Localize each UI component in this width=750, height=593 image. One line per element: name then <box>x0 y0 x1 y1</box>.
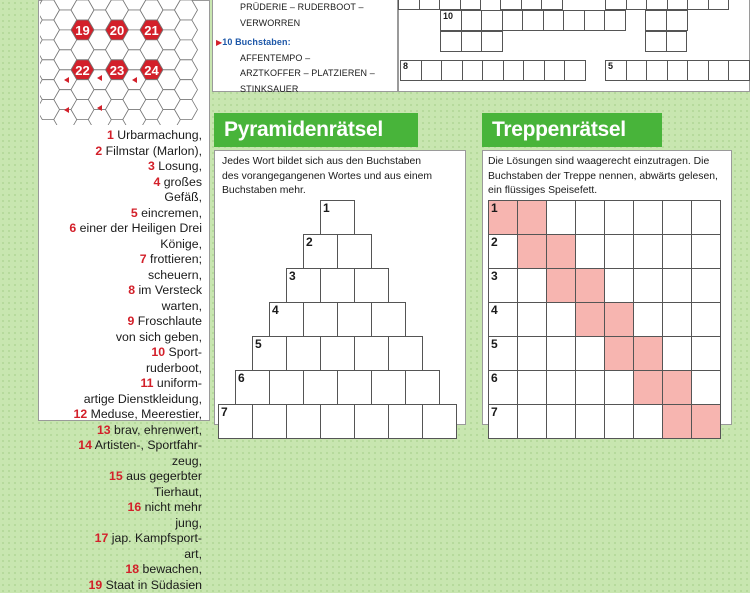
clue-text: bewachen, <box>139 562 202 576</box>
grid-cell[interactable] <box>460 0 482 10</box>
clue-number: 5 <box>131 206 138 220</box>
grid-cell[interactable] <box>646 60 668 81</box>
grid-cell[interactable] <box>541 0 563 10</box>
clue-line <box>42 330 202 346</box>
grid-cell[interactable] <box>666 10 688 31</box>
cell-number: 7 <box>491 405 498 419</box>
clue-line <box>42 578 202 593</box>
hexagon-number: 20 <box>110 23 124 38</box>
clue-line <box>42 268 202 284</box>
clue-text: großes <box>160 175 202 189</box>
clue-text: Meduse, Meerestier, <box>87 407 202 421</box>
pyramid-desc-line-3: Buchstaben mehr. <box>222 184 432 199</box>
clue-text: brav, ehrenwert, <box>111 423 202 437</box>
grid-cell[interactable] <box>303 234 338 269</box>
grid-cell[interactable] <box>354 268 389 303</box>
clue-number: 1 <box>107 128 114 142</box>
grid-cell[interactable] <box>286 404 321 439</box>
grid-cell[interactable] <box>584 10 606 31</box>
clue-line <box>42 237 202 253</box>
clue-text: Artisten-, Sportfahr- <box>92 438 202 452</box>
grid-cell[interactable] <box>662 404 692 439</box>
grid-cell[interactable] <box>662 268 692 303</box>
grid-cell[interactable] <box>604 10 626 31</box>
clue-number: 2 <box>95 144 102 158</box>
pyramid-title: Pyramidenrätsel <box>214 113 418 147</box>
clue-number: 14 <box>78 438 92 452</box>
clue-text: frottieren; <box>147 252 202 266</box>
clue-line <box>42 423 202 439</box>
grid-cell[interactable] <box>517 234 547 269</box>
clue-list <box>42 128 202 593</box>
grid-cell[interactable] <box>286 268 321 303</box>
grid-cell[interactable] <box>482 60 504 81</box>
grid-cell[interactable] <box>633 302 663 337</box>
clue-text: aus gegerbter <box>123 469 202 483</box>
clue-number: 12 <box>73 407 87 421</box>
grid-cell[interactable] <box>500 0 522 10</box>
cell-number: 6 <box>238 371 245 385</box>
clue-text: art, <box>184 547 202 561</box>
cell-number: 1 <box>491 201 498 215</box>
clue-number: 19 <box>89 578 103 592</box>
grid-cell[interactable] <box>320 404 355 439</box>
grid-cell[interactable] <box>687 0 709 10</box>
grid-cell[interactable] <box>303 370 338 405</box>
clue-number: 18 <box>125 562 139 576</box>
grid-cell[interactable] <box>481 31 503 52</box>
cell-number: 4 <box>272 303 279 317</box>
grid-cell[interactable] <box>354 404 389 439</box>
grid-cell[interactable] <box>286 336 321 371</box>
grid-cell[interactable] <box>461 31 483 52</box>
clue-text: artige Dienstkleidung, <box>84 392 202 406</box>
cell-number: 5 <box>255 337 262 351</box>
grid-cell[interactable] <box>645 31 667 52</box>
grid-cell[interactable] <box>421 60 443 81</box>
grid-cell[interactable] <box>691 404 721 439</box>
cell-number: 8 <box>403 61 408 71</box>
grid-cell[interactable] <box>517 302 547 337</box>
grid-cell[interactable] <box>662 370 692 405</box>
grid-cell[interactable] <box>691 336 721 371</box>
clue-text: Urbarmachung, <box>114 128 202 142</box>
clue-number: 11 <box>140 376 153 390</box>
grid-cell[interactable] <box>662 200 692 235</box>
clue-line <box>42 407 202 423</box>
hexagon-number: 24 <box>144 63 159 78</box>
header-num: 10 <box>222 37 232 47</box>
clue-text: jung, <box>175 516 202 530</box>
grid-cell[interactable] <box>488 302 518 337</box>
grid-cell[interactable] <box>546 370 576 405</box>
clue-line <box>42 144 202 160</box>
grid-cell[interactable] <box>575 336 605 371</box>
grid-cell[interactable] <box>337 234 372 269</box>
hexagon-number: 21 <box>144 23 158 38</box>
grid-cell[interactable] <box>546 268 576 303</box>
clue-number: 17 <box>95 531 109 545</box>
pyramid-desc-line-1: Jedes Wort bildet sich aus den Buchstaben <box>222 155 432 170</box>
hexagon-number: 19 <box>75 23 89 38</box>
word-list <box>216 0 375 97</box>
grid-cell[interactable] <box>439 0 461 10</box>
clue-line <box>42 485 202 501</box>
cell-number: 2 <box>306 235 313 249</box>
grid-cell[interactable] <box>422 404 457 439</box>
clue-text: Tierhaut, <box>154 485 202 499</box>
clue-line <box>42 531 202 547</box>
clue-text: ruderboot, <box>146 361 202 375</box>
pyramid-desc-line-2: des vorangegangenen Wortes und aus einem <box>222 170 432 185</box>
grid-cell[interactable] <box>626 0 648 10</box>
clue-line <box>42 283 202 299</box>
clue-line <box>42 500 202 516</box>
grid-cell[interactable] <box>371 370 406 405</box>
grid-cell[interactable] <box>252 336 287 371</box>
clue-line <box>42 454 202 470</box>
grid-cell[interactable] <box>503 60 525 81</box>
grid-cell[interactable] <box>604 302 634 337</box>
grid-cell[interactable] <box>708 60 730 81</box>
grid-cell[interactable] <box>575 234 605 269</box>
clue-number: 13 <box>97 423 111 437</box>
cell-number: 5 <box>491 337 498 351</box>
grid-cell[interactable] <box>691 268 721 303</box>
grid-cell[interactable] <box>708 0 730 10</box>
grid-cell[interactable] <box>269 370 304 405</box>
grid-cell[interactable] <box>400 60 422 81</box>
clue-line <box>42 516 202 532</box>
grid-cell[interactable] <box>521 0 543 10</box>
grid-cell[interactable] <box>646 0 668 10</box>
grid-cell[interactable] <box>522 10 544 31</box>
grid-cell[interactable] <box>405 370 440 405</box>
grid-cell[interactable] <box>604 234 634 269</box>
grid-cell[interactable] <box>488 200 518 235</box>
word-line-4: ARZTKOFFER – PLATZIEREN – <box>216 66 375 82</box>
hex-grid <box>40 0 200 125</box>
grid-cell[interactable] <box>546 404 576 439</box>
grid-cell[interactable] <box>269 302 304 337</box>
clue-text: Staat in Südasien <box>102 578 202 592</box>
grid-cell[interactable] <box>546 234 576 269</box>
clue-line <box>42 206 202 222</box>
grid-cell[interactable] <box>605 60 627 81</box>
cell-number: 1 <box>323 201 330 215</box>
clue-text: zeug, <box>172 454 202 468</box>
stairs-title: Treppenrätsel <box>482 113 662 147</box>
grid-cell[interactable] <box>320 336 355 371</box>
grid-cell[interactable] <box>645 10 667 31</box>
grid-cell[interactable] <box>523 60 545 81</box>
clue-line <box>42 361 202 377</box>
word-list-header <box>216 35 375 51</box>
grid-cell[interactable] <box>488 234 518 269</box>
clue-text: Losung, <box>155 159 202 173</box>
stairs-desc-line-3: ein flüssiges Speisefett. <box>488 184 718 199</box>
clue-text: Filmstar (Marlon), <box>102 144 202 158</box>
clue-text: Könige, <box>160 237 202 251</box>
grid-cell[interactable] <box>488 404 518 439</box>
clue-text: eincremen, <box>138 206 202 220</box>
grid-cell[interactable] <box>563 10 585 31</box>
grid-cell[interactable] <box>481 10 503 31</box>
grid-cell[interactable] <box>575 268 605 303</box>
grid-cell[interactable] <box>691 302 721 337</box>
grid-cell[interactable] <box>633 336 663 371</box>
grid-cell[interactable] <box>461 10 483 31</box>
clue-line <box>42 392 202 408</box>
grid-cell[interactable] <box>687 60 709 81</box>
grid-cell[interactable] <box>337 302 372 337</box>
grid-cell[interactable] <box>666 31 688 52</box>
grid-cell[interactable] <box>662 302 692 337</box>
grid-cell[interactable] <box>667 60 689 81</box>
grid-cell[interactable] <box>564 60 586 81</box>
grid-cell[interactable] <box>488 336 518 371</box>
grid-cell[interactable] <box>546 302 576 337</box>
grid-cell[interactable] <box>502 10 524 31</box>
clue-line <box>42 345 202 361</box>
grid-cell[interactable] <box>235 370 270 405</box>
grid-cell[interactable] <box>544 60 566 81</box>
clue-number: 16 <box>127 500 141 514</box>
grid-cell[interactable] <box>517 404 547 439</box>
grid-cell[interactable] <box>388 404 423 439</box>
word-line-3: AFFENTEMPO – <box>216 51 375 67</box>
clue-text: nicht mehr <box>141 500 202 514</box>
grid-cell[interactable] <box>575 200 605 235</box>
grid-cell[interactable] <box>728 60 750 81</box>
clue-text: einer der Heiligen Drei <box>76 221 202 235</box>
clue-line <box>42 221 202 237</box>
grid-cell[interactable] <box>488 370 518 405</box>
clue-number: 7 <box>140 252 147 266</box>
cell-number: 2 <box>491 235 498 249</box>
clue-text: scheuern, <box>148 268 202 282</box>
grid-cell[interactable] <box>398 0 420 10</box>
clue-number: 4 <box>153 175 160 189</box>
clue-line <box>42 299 202 315</box>
clue-text: uniform- <box>153 376 202 390</box>
grid-cell[interactable] <box>633 268 663 303</box>
grid-cell[interactable] <box>575 302 605 337</box>
grid-cell[interactable] <box>604 336 634 371</box>
clue-line <box>42 190 202 206</box>
cell-number: 3 <box>491 269 498 283</box>
word-line-1: PRÜDERIE – RUDERBOOT – <box>216 0 375 16</box>
grid-cell[interactable] <box>303 302 338 337</box>
grid-cell[interactable] <box>604 370 634 405</box>
clue-line <box>42 128 202 144</box>
grid-cell[interactable] <box>626 60 648 81</box>
grid-cell[interactable] <box>633 370 663 405</box>
clue-text: Sport- <box>165 345 202 359</box>
grid-cell[interactable] <box>388 336 423 371</box>
grid-cell[interactable] <box>252 404 287 439</box>
hexagon-number: 22 <box>75 63 89 78</box>
grid-cell[interactable] <box>440 31 462 52</box>
grid-cell[interactable] <box>517 268 547 303</box>
cell-number: 4 <box>491 303 498 317</box>
grid-cell[interactable] <box>546 336 576 371</box>
clue-number: 10 <box>151 345 165 359</box>
clue-line <box>42 438 202 454</box>
cell-number: 5 <box>608 61 613 71</box>
clue-text: Gefäß, <box>164 190 202 204</box>
grid-cell[interactable] <box>218 404 253 439</box>
grid-cell[interactable] <box>662 336 692 371</box>
grid-cell[interactable] <box>354 336 389 371</box>
word-line-5: STINKSAUER <box>216 82 375 98</box>
grid-cell[interactable] <box>604 268 634 303</box>
clue-number: 6 <box>69 221 76 235</box>
grid-cell[interactable] <box>691 234 721 269</box>
clue-number: 15 <box>109 469 123 483</box>
clue-line <box>42 547 202 563</box>
grid-cell[interactable] <box>543 10 565 31</box>
stairs-desc-line-2: Buchstaben der Treppe nennen, abwärts gelesen, <box>488 170 718 185</box>
clue-text: Froschlaute <box>134 314 202 328</box>
stairs-description <box>488 155 718 199</box>
grid-cell[interactable] <box>517 370 547 405</box>
clue-number: 8 <box>128 283 135 297</box>
clue-number: 3 <box>148 159 155 173</box>
grid-cell[interactable] <box>320 200 355 235</box>
grid-cell[interactable] <box>575 370 605 405</box>
grid-cell[interactable] <box>517 336 547 371</box>
grid-cell[interactable] <box>371 302 406 337</box>
grid-cell[interactable] <box>662 234 692 269</box>
cell-number: 7 <box>221 405 228 419</box>
grid-cell[interactable] <box>337 370 372 405</box>
grid-cell[interactable] <box>517 200 547 235</box>
clue-line <box>42 159 202 175</box>
grid-cell[interactable] <box>691 370 721 405</box>
grid-cell[interactable] <box>441 60 463 81</box>
clue-text: im Versteck <box>135 283 202 297</box>
grid-cell[interactable] <box>604 404 634 439</box>
clue-line <box>42 469 202 485</box>
grid-cell[interactable] <box>633 404 663 439</box>
cell-number: 10 <box>443 11 453 21</box>
grid-cell[interactable] <box>667 0 689 10</box>
clue-text: von sich geben, <box>116 330 202 344</box>
clue-line <box>42 562 202 578</box>
grid-cell[interactable] <box>633 200 663 235</box>
grid-cell[interactable] <box>419 0 441 10</box>
grid-cell[interactable] <box>440 10 462 31</box>
word-line-2: VERWORREN <box>216 16 375 32</box>
grid-cell[interactable] <box>575 404 605 439</box>
cell-number: 6 <box>491 371 498 385</box>
grid-cell[interactable] <box>462 60 484 81</box>
grid-cell[interactable] <box>320 268 355 303</box>
hexagon-number: 23 <box>110 63 124 78</box>
stairs-desc-line-1: Die Lösungen sind waagerecht einzutragen. Die <box>488 155 718 170</box>
clue-line <box>42 252 202 268</box>
clue-text: warten, <box>162 299 202 313</box>
clue-line <box>42 314 202 330</box>
clue-number: 9 <box>127 314 134 328</box>
grid-cell[interactable] <box>604 200 634 235</box>
grid-cell[interactable] <box>488 268 518 303</box>
grid-cell[interactable] <box>691 200 721 235</box>
grid-cell[interactable] <box>546 200 576 235</box>
cell-number: 3 <box>289 269 296 283</box>
pyramid-description <box>222 155 432 199</box>
header-label: Buchstaben: <box>232 37 290 47</box>
grid-cell[interactable] <box>633 234 663 269</box>
triangle-icon: ▶ <box>216 38 222 47</box>
grid-cell[interactable] <box>605 0 627 10</box>
clue-text: jap. Kampfsport- <box>108 531 202 545</box>
clue-line <box>42 175 202 191</box>
clue-line <box>42 376 202 392</box>
